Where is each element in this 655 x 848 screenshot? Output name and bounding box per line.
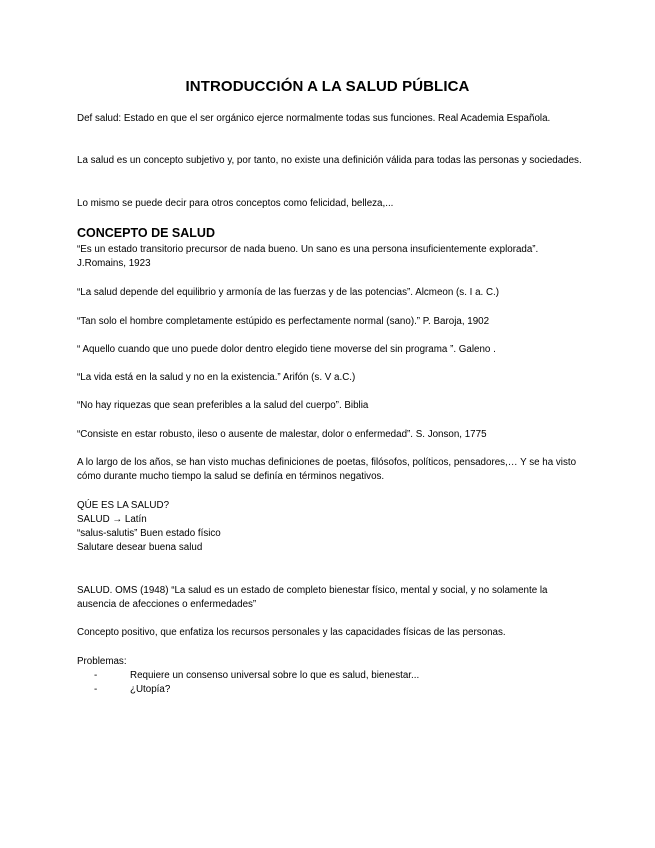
other-concepts-paragraph: Lo mismo se puede decir para otros conceptos como felicidad, belleza,... — [77, 198, 394, 209]
que-es-line-latin: SALUD → Latín — [77, 514, 147, 525]
list-item — [94, 669, 419, 683]
problems-heading: Problemas: — [77, 656, 127, 667]
subjective-paragraph: La salud es un concepto subjetivo y, por tanto, no existe una definición válida para todas las personas y sociedades. — [77, 155, 582, 166]
list-item — [94, 683, 170, 697]
quote-baroja: “Tan solo el hombre completamente estúpido es perfectamente normal (sano).” P. Baroja, 1902 — [77, 316, 490, 327]
list-item-text: Requiere un consenso universal sobre lo que es salud, bienestar... — [130, 670, 420, 681]
page-title: INTRODUCCIÓN A LA SALUD PÚBLICA — [185, 78, 470, 95]
oms-definition: SALUD. OMS (1948) “La salud es un estado de completo bienestar físico, mental y social, y no solamente la ausencia de afecciones o enfermedades” — [77, 585, 548, 610]
quote-galeno: “ Aquello cuando que uno puede dolor dentro elegido tiene moverse del sin programa ”. Galeno . — [77, 344, 496, 355]
positive-concept-paragraph: Concepto positivo, que enfatiza los recursos personales y las capacidades físicas de las personas. — [77, 627, 506, 638]
concepto-heading: CONCEPTO DE SALUD — [77, 226, 215, 240]
quote-biblia: “No hay riquezas que sean preferibles a la salud del cuerpo”. Biblia — [77, 400, 369, 411]
bullet-dash: - — [94, 670, 98, 681]
quote-jonson: “Consiste en estar robusto, ileso o ausente de malestar, dolor o enfermedad”. S. Jonson, 1775 — [77, 429, 487, 440]
que-es-line-salutare: Salutare desear buena salud — [77, 542, 203, 553]
list-item-text: ¿Utopía? — [130, 684, 171, 695]
bullet-dash: - — [94, 684, 98, 695]
quote-alcmeon: “La salud depende del equilibrio y armonía de las fuerzas y de las potencias”. Alcmeon (s. I a. C.) — [77, 287, 500, 298]
history-paragraph: A lo largo de los años, se han visto muchas definiciones de poetas, filósofos, políticos, pensadores,… Y se ha visto cómo durante mucho tiempo la salud se definía en términos negativos. — [77, 457, 577, 482]
que-es-line-salus: “salus-salutis” Buen estado físico — [77, 528, 221, 539]
que-es-heading: QÚE ES LA SALUD? — [77, 500, 170, 511]
quote-romains: “Es un estado transitorio precursor de nada bueno. Un sano es una persona insuficientemente explorada”. J.Romains, 1923 — [77, 244, 539, 269]
definition-paragraph: Def salud: Estado en que el ser orgánico ejerce normalmente todas sus funciones. Real Academia Española. — [77, 113, 551, 124]
quote-arifon: “La vida está en la salud y no en la existencia.” Arifón (s. V a.C.) — [77, 372, 356, 383]
